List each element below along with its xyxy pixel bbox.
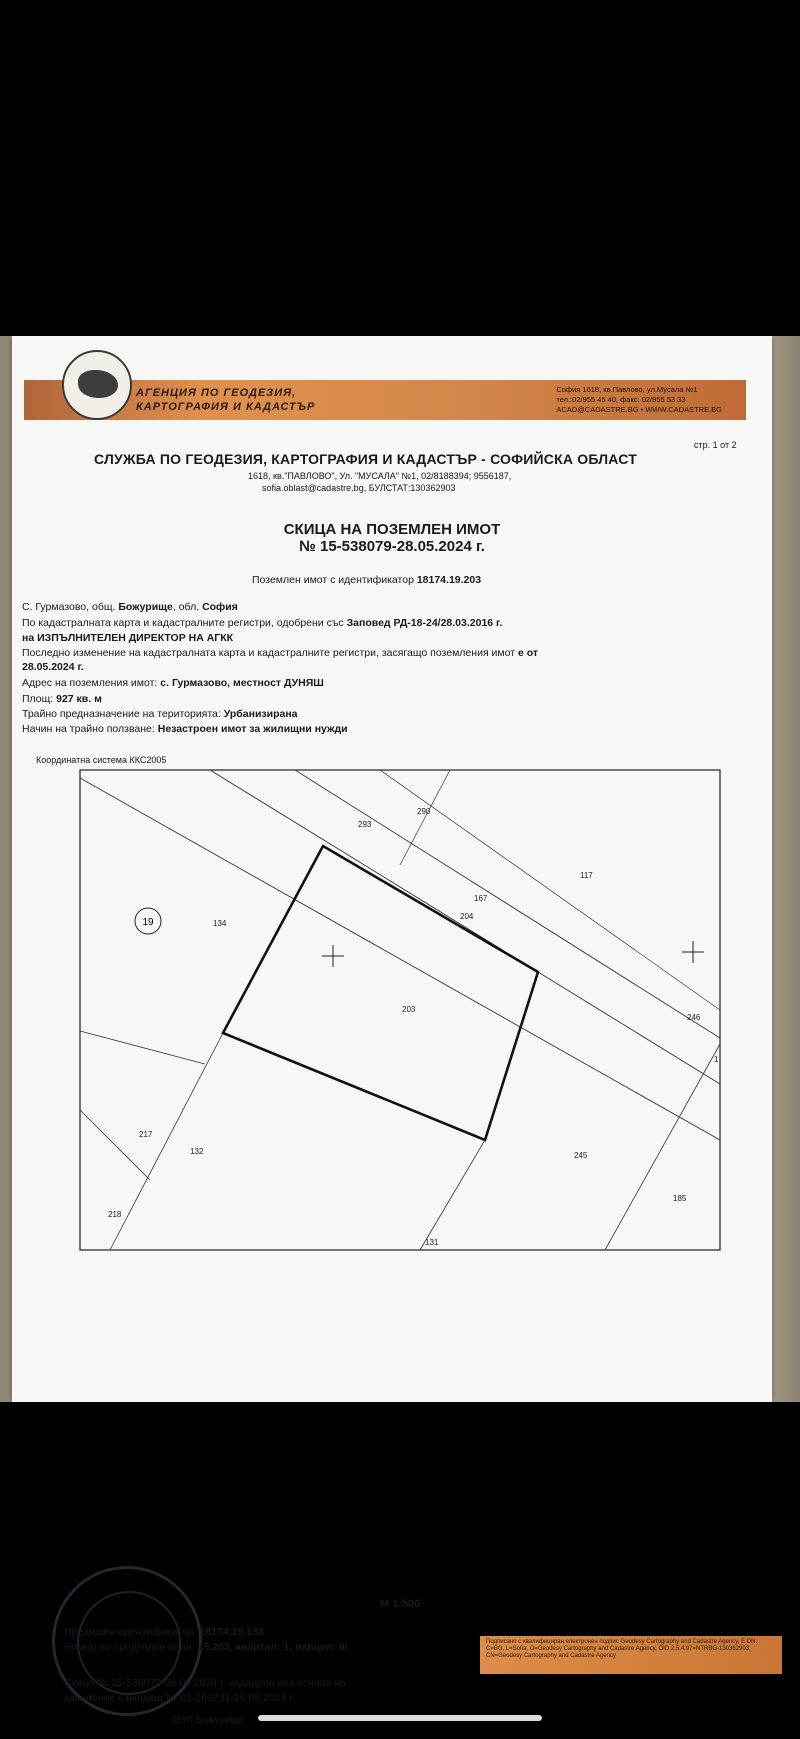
parcel-label: 246 [687,1013,701,1022]
purpose-line: Трайно предназначение на територията: Урбанизирана [22,708,298,720]
office-partial: ОЗП Божурище [172,1715,245,1726]
last-change-line: Последно изменение на кадастралната карта и кадастралните регистри, засягащо поземления имот е от [22,647,539,659]
map-frame [80,770,720,1250]
survey-cross-icon [682,941,704,963]
parcel-boundary [110,1033,223,1250]
parcel-label: 203 [402,1005,416,1014]
signature-banner [480,1636,782,1674]
location-line: С. Гурмазово, общ. Божурище, обл. София [22,601,238,613]
parcel-boundary [80,1031,205,1064]
coordinate-system: Координатна система ККС2005 [36,755,167,765]
issued-basis: Скица № 15-538079-28.05.2024 г. издадена въз основа на [64,1677,346,1689]
last-change-date: 28.05.2024 г. [22,661,84,673]
parcel-label: 185 [673,1194,687,1203]
parcel-boundary [80,1110,150,1180]
agency-logo-icon [62,350,132,420]
parcel-boundary [400,770,450,865]
parcel-203-outline [223,846,538,1140]
bulgaria-map-icon [78,370,118,398]
document-photo [0,336,800,1726]
road-edge-north [210,770,720,1084]
road-edge-south [80,778,720,1140]
block-number: 19 [142,917,154,928]
document-title: СКИЦА НА ПОЗЕМЛЕН ИМОТ [283,521,501,538]
parcel-boundary [420,1140,485,1250]
parcel-label: 132 [190,1147,204,1156]
parcel-label: 167 [474,894,488,903]
parcel-label: 245 [574,1151,588,1160]
home-indicator[interactable] [258,1715,542,1721]
usage-line: Начин на трайно ползване: Незастроен имот за жилищни нужди [22,723,348,735]
parcel-label: 218 [108,1210,122,1219]
office-contacts: sofia.oblast@cadastre.bg, БУЛСТАТ:130362903 [262,483,456,493]
parcel-label: 117 [580,871,593,880]
cadastral-map [70,760,730,1260]
parcel-label: 1 [714,1055,719,1064]
agency-banner [24,380,746,420]
parcel-label: 293 [358,820,372,829]
request-number: заявление с входящ № 01-269231-16.05.2024 г. [64,1692,295,1704]
parcel-label: 217 [139,1130,153,1139]
document-page [12,336,772,1726]
agency-contacts: София 1618, кв.Павлово, ул.Мусала №1 тел.:02/955 45 40, факс: 02/955 53 33 ACAD@CADASTRE.BG • WWW.CADASTRE.BG [556,385,722,414]
parcel-label: 204 [460,912,474,921]
office-address: 1618, кв."ПАВЛОВО", Ул. "МУСАЛА" №1, 02/8188394; 9556187, [248,471,512,481]
page-number: стр. 1 от 2 [694,440,737,450]
agency-name: АГЕНЦИЯ ПО ГЕОДЕЗИЯ, КАРТОГРАФИЯ И КАДАСТЪР [136,387,316,413]
road-edge-mid [295,770,720,1038]
approval-by-line: на ИЗПЪЛНИТЕЛЕН ДИРЕКТОР НА АГКК [22,632,234,644]
parcel-label: 131 [425,1238,439,1247]
office-name: СЛУЖБА ПО ГЕОДЕЗИЯ, КАРТОГРАФИЯ И КАДАСТЪР - СОФИЙСКА ОБЛАСТ [94,451,637,467]
previous-plan: Номер по предходен план: 19.203, квартал: 1, парцел: III [64,1641,348,1653]
signature-text: Подписано с квалифициран електронен подпис Geodesy Cartography and Cadastre Agency, E DN: C=BG, L=Sofia, O=Geodesy Cartography and Cadastre Agency, OID.2.5.4.97=NTRBG-130362903, CN=Geodesy Cartography and Cadastre Agency [486,1639,758,1659]
area-line: Площ: 927 кв. м [22,693,102,705]
address-line: Адрес на поземления имот: с. Гурмазово, местност ДУНЯШ [22,677,324,689]
document-number: № 15-538079-28.05.2024 г. [299,538,485,555]
previous-identifier: Предишен идентификатор: 18174.19.133 [64,1626,264,1638]
parcel-label: 290 [417,807,431,816]
parcel-identifier: Поземлен имот с идентификатор 18174.19.203 [252,574,482,586]
map-scale: М 1:500 [380,1598,421,1610]
parcel-boundary [605,1044,720,1250]
approval-line: По кадастралната карта и кадастралните регистри, одобрени със Заповед РД-18-24/28.03.2016 г. [22,617,503,629]
survey-cross-icon [322,945,344,967]
parcel-label: 134 [213,919,227,928]
